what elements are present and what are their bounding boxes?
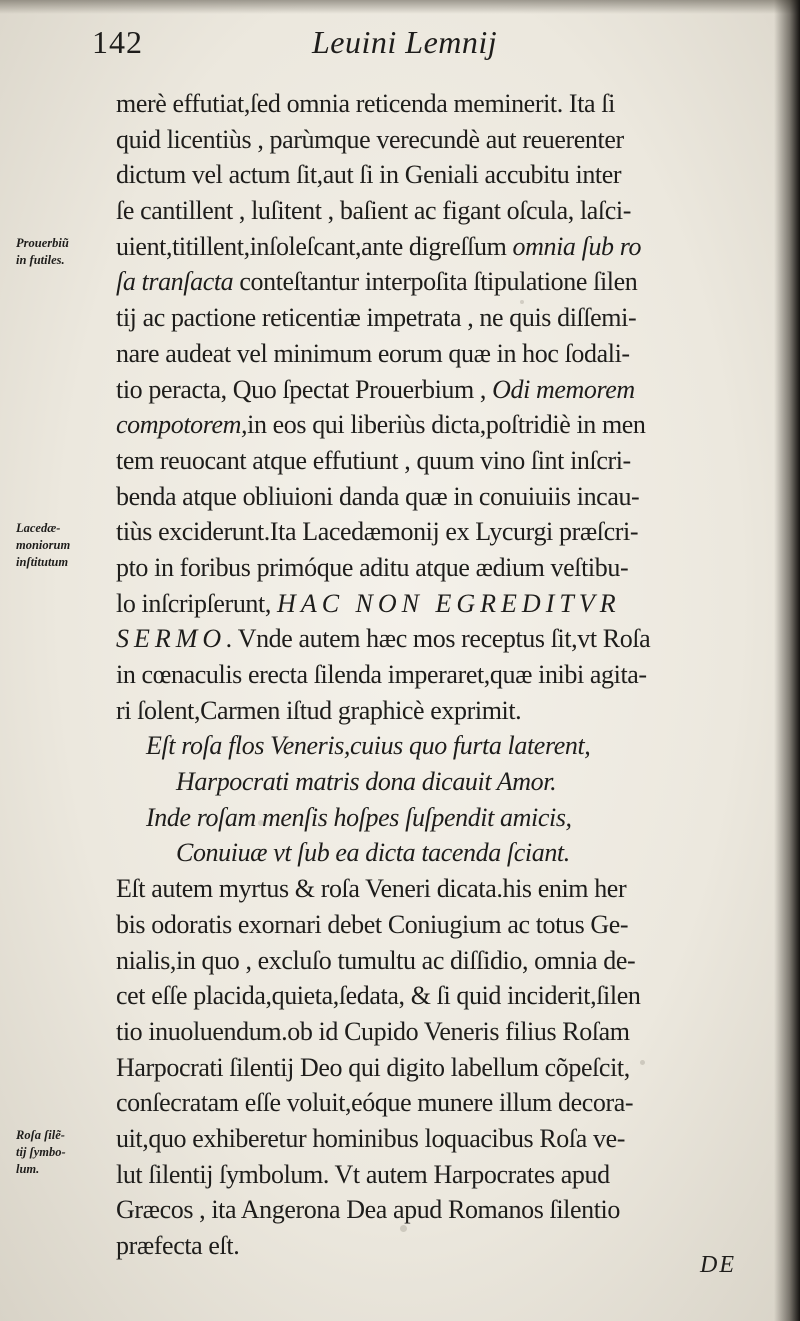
top-shadow	[0, 0, 800, 14]
text-segment: lut ſilentij ſymbolum. Vt autem Harpocrates apud	[116, 1159, 610, 1189]
text-line	[116, 264, 746, 300]
text-segment: præfecta eſt.	[116, 1231, 240, 1260]
binding-shadow	[774, 0, 800, 1321]
margin-note	[16, 1127, 108, 1178]
italic-phrase: omnia ſub ro	[512, 231, 642, 261]
text-line	[116, 1121, 746, 1157]
text-segment: Harpocrati ſilentij Deo qui digito labellum cõpeſcit,	[116, 1052, 630, 1082]
margin-note-line: Lacedæ-	[16, 521, 61, 536]
italic-phrase: ſa tranſacta	[116, 267, 234, 297]
text-line	[116, 1050, 746, 1086]
text-segment: nare audeat vel minimum eorum quæ in hoc ſodali-	[116, 338, 630, 368]
text-line	[116, 1085, 746, 1121]
text-segment: Vnde autem hæc mos receptus ſit,vt Roſa	[237, 624, 651, 654]
paper-speck	[640, 1060, 645, 1065]
text-segment: Harpocrati matris dona dicauit Amor.	[176, 767, 557, 797]
margin-note	[16, 520, 108, 571]
text-line	[116, 407, 746, 443]
text-segment: in eos qui liberiùs dicta,poſtridiè in men	[247, 410, 646, 440]
text-line	[116, 657, 746, 693]
text-line	[116, 1192, 746, 1228]
italic-phrase: HAC NON EGREDITVR	[277, 588, 621, 618]
text-line	[116, 693, 746, 729]
text-segment: ri ſolent,Carmen iſtud graphicè exprimit.	[116, 695, 522, 725]
text-segment: lo inſcripſerunt,	[116, 588, 278, 618]
verse-line	[116, 764, 746, 800]
text-line	[116, 336, 746, 372]
text-segment: ſe cantillent , luſitent , baſient ac figant oſcula, laſci-	[116, 196, 631, 226]
text-segment: conteſtantur interpoſita ſtipulatione ſilen	[233, 267, 638, 297]
text-segment: tiùs exciderunt.Ita Lacedæmonij ex Lycurgi præſcri-	[116, 517, 639, 547]
text-line	[116, 514, 746, 550]
text-line	[116, 1014, 746, 1050]
text-line	[116, 300, 746, 336]
catchword: DE	[700, 1252, 736, 1278]
text-segment: tij ac pactione reticentiæ impetrata , ne quis diſſemi-	[116, 303, 637, 333]
text-segment: Græcos , ita Angerona Dea apud Romanos ſilentio	[116, 1195, 620, 1225]
text-line	[116, 86, 746, 122]
text-segment: pto in foribus primóque aditu atque ædium veſtibu-	[116, 552, 629, 582]
text-line	[116, 907, 746, 943]
text-line	[116, 479, 746, 515]
text-segment: Inde roſam menſis hoſpes ſuſpendit amicis,	[146, 802, 572, 832]
margin-note-line: Prouerbiũ	[16, 235, 69, 250]
italic-phrase: compotorem,	[116, 410, 248, 440]
paper-speck	[400, 1225, 407, 1232]
margin-note-line: tij ſymbo-	[16, 1145, 66, 1160]
text-segment: tem reuocant atque effutiunt , quum vino ſint inſcri-	[116, 445, 631, 475]
text-segment: in cœnaculis erecta ſilenda imperaret,quæ inibi agita-	[116, 660, 647, 689]
text-segment: merè effutiat,ſed omnia reticenda meminerit. Ita ſi	[116, 89, 615, 118]
italic-phrase: SERMO.	[116, 624, 238, 654]
verse-line	[116, 800, 746, 836]
text-line	[116, 1228, 746, 1264]
text-segment: tio peracta, Quo ſpectat Prouerbium ,	[116, 374, 493, 404]
text-line	[116, 1157, 746, 1193]
margin-note-line: inſtitutum	[16, 555, 69, 570]
text-segment: dictum vel actum ſit,aut ſi in Geniali accubitu inter	[116, 160, 622, 190]
text-line	[116, 193, 746, 229]
text-line	[116, 943, 746, 979]
running-head: Leuini Lemnij	[312, 24, 498, 60]
margin-note-line: moniorum	[16, 538, 71, 553]
page-header	[92, 24, 752, 72]
text-line	[116, 586, 746, 622]
text-segment: bis odoratis exornari debet Coniugium ac totus Ge-	[116, 909, 629, 939]
text-segment: Conuiuæ vt ſub ea dicta tacenda ſciant.	[176, 838, 570, 868]
text-line	[116, 978, 746, 1014]
text-line	[116, 871, 746, 907]
text-line	[116, 122, 746, 158]
verse-line	[116, 728, 746, 764]
text-segment: nialis,in quo , excluſo tumultu ac diſſidio, omnia de-	[116, 945, 636, 975]
text-segment: cet eſſe placida,quieta,ſedata, & ſi quid inciderit,ſilen	[116, 981, 641, 1011]
text-line	[116, 372, 746, 408]
main-text	[116, 86, 746, 1264]
text-segment: uit,quo exhiberetur hominibus loquacibus Roſa ve-	[116, 1123, 625, 1153]
text-segment: Eſt roſa flos Veneris,cuius quo furta laterent,	[146, 731, 591, 761]
margin-note-line: lum.	[16, 1162, 40, 1177]
text-segment: uient,titillent,inſoleſcant,ante digreſſum	[116, 231, 513, 261]
margin-note	[16, 235, 108, 269]
text-line	[116, 229, 746, 265]
italic-phrase: Odi memorem	[492, 374, 635, 404]
text-line	[116, 550, 746, 586]
paper-speck	[258, 820, 264, 826]
page-number: 142	[92, 24, 143, 60]
paper-speck	[520, 300, 524, 304]
margin-note-line: in futiles.	[16, 252, 65, 267]
text-segment: tio inuoluendum.ob id Cupido Veneris filius Roſam	[116, 1016, 630, 1046]
text-segment: benda atque obliuioni danda quæ in conuiuiis incau-	[116, 481, 640, 511]
margin-note-line: Roſa ſilẽ-	[16, 1128, 65, 1143]
text-segment: conſecratam eſſe voluit,eóque munere illum decora-	[116, 1088, 634, 1118]
text-line	[116, 157, 746, 193]
text-segment: Eſt autem myrtus & roſa Veneri dicata.his enim her	[116, 874, 627, 904]
text-line	[116, 621, 746, 657]
verse-line	[116, 835, 746, 871]
text-line	[116, 443, 746, 479]
text-segment: quid licentiùs , parùmque verecundè aut reuerenter	[116, 124, 624, 154]
